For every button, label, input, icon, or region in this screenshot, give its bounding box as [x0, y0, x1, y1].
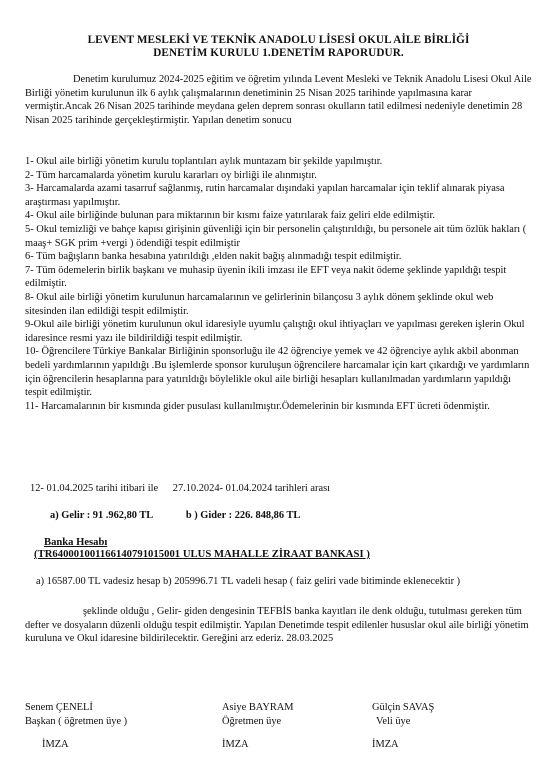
signatory-role: Veli üye [376, 715, 411, 727]
signatory-name: Senem ÇENELİ [25, 702, 93, 713]
signature-label-2: İMZA [222, 739, 249, 750]
findings-list [25, 155, 535, 413]
closing-paragraph: şeklinde olduğu , Gelir- giden dengesinin TEFBİS banka kayıtları ile denk olduğu, tutulması gereken tüm defter ve dosyaların düzenli olduğu tespit edilmiştir. Yapılan Denetimde tespit edilenler hususlar okul aile birliği yönetim kuruluna ve Okul idaresine bildirilecektir. Gereğini arz ederiz. 28.03.2025 [25, 606, 529, 645]
signatory-3 [372, 701, 434, 728]
period-range: 27.10.2024- 01.04.2024 tarihleri arası [172, 483, 331, 494]
signatory-1 [25, 701, 127, 728]
finding-item: 1- Okul aile birliği yönetim kurulu toplantıları aylık muntazam bir şekilde yapılmıştır. [25, 156, 383, 167]
signature-label-3: İMZA [372, 739, 399, 750]
finding-item: 7- Tüm ödemelerin birlik başkanı ve muhasip üyenin ikili imzası ile EFT veya nakit ödeme şeklinde yapıldığı tespit edilmiştir. [25, 264, 507, 290]
finding-item: 6- Tüm bağışların banka hesabına yatırıldığı ,elden nakit bağış alınmadığı tespit edilmiştir. [25, 251, 402, 263]
finding-item: 10- Öğrencilere Türkiye Bankalar Birliğinin sponsorluğu ile 42 öğrenciye yemek ve 42 öğrenciye aylık akbil abonman bedeli yardımlarının yapıldığı .Bu işlemlerde sponsor kuruluşun öğrencilere harcamalar için kart çıkardığı ve yardımların için öğrencilerin hesaplarına para yatırıldığı böylelikle okul aile birliği hesapları kullanılmadan yardımların yapıldığı tespit edilmiştir. [25, 346, 530, 399]
signature-label-1: İMZA [42, 739, 69, 750]
income-expense-line [50, 510, 300, 521]
finding-item: 3- Harcamalarda azami tasarruf sağlanmış, rutin harcamalar dışındaki yapılan harcamalar için teklif alınarak piyasa araştırması yapılmıştır. [25, 183, 505, 208]
bank-balances: a) 16587.00 TL vadesiz hesap b) 205996.71 TL vadeli hesap ( faiz geliri vade bitiminde eklenecektir ) [36, 576, 461, 587]
signatory-role: Başkan ( öğretmen üye ) [25, 715, 128, 727]
intro-paragraph: Denetim kurulumuz 2024-2025 eğitim ve öğretim yılında Levent Mesleki ve Teknik Anadolu Lisesi Okul Aile Birliği yönetim kurulunun ilk 6 aylık çalışmalarının denetiminin 25 Nisan 2025 tarihinde yapılmasına karar vermiştir.Ancak 26 Nisan 2025 tarihinde meydana gelen deprem sonrası okulların tatil edilmesi nedeniyle denetimin 28 Nisan 2025 tarihinde gerçekleştirmiştir. Yapılan denetim sonucu [25, 74, 532, 126]
signatory-name: Gülçin SAVAŞ [372, 702, 435, 713]
signatory-name: Asiye BAYRAM [222, 702, 294, 713]
period-item-label: 12- 01.04.2025 tarihi itibari ile [30, 483, 159, 494]
signatory-2 [222, 701, 294, 728]
finding-item: 8- Okul aile birliği yönetim kurulunun harcamalarının ve gelirlerinin bilançosu 3 aylık dönem şeklinde okul web sitesinden ilan edildiği tespit edilmiştir. [25, 291, 494, 317]
report-title-line-1: LEVENT MESLEKİ VE TEKNİK ANADOLU LİSESİ OKUL AİLE BİRLİĞİ [87, 34, 470, 46]
expense-value: b ) Gider : 226. 848,86 TL [185, 510, 301, 521]
finding-item: 11- Harcamalarının bir kısmında gider pusulası kullanılmıştır.Ödemelerinin bir kısmında EFT ücreti ödenmiştir. [25, 400, 490, 412]
finding-item: 5- Okul temizliği ve bahçe kapısı girişinin güvenliği için bir personelin çalıştırıldığı, bu personele ait tüm özlük hakları ( maaş+ SGK prim +vergi ) ödendiği tespit edilmiştir [25, 223, 527, 249]
bank-heading: Banka Hesabı [44, 537, 108, 548]
signatory-role: Öğretmen üye [222, 715, 282, 727]
bank-account-number: (TR640001001166140791015001 ULUS MAHALLE ZİRAAT BANKASI ) [34, 549, 370, 560]
period-line [30, 483, 330, 494]
finding-item: 9-Okul aile birliği yönetim kurulunun okul idaresiyle uyumlu çalıştığı okul ihtiyaçları ve yapılması gereken işlerin Okul idaresince resmi yazı ile bildirildiği tespit edilmiştir. [25, 319, 525, 344]
finding-item: 4- Okul aile birliğinde bulunan para miktarının bir kısmı faize yatırılarak faiz geliri elde edilmiştir. [25, 210, 436, 222]
report-title-line-2: DENETİM KURULU 1.DENETİM RAPORUDUR. [153, 47, 404, 59]
finding-item: 2- Tüm harcamalarda yönetim kurulu kararları oy birliği ile alınmıştır. [25, 169, 317, 181]
income-value: a) Gelir : 91 .962,80 TL [50, 510, 154, 521]
